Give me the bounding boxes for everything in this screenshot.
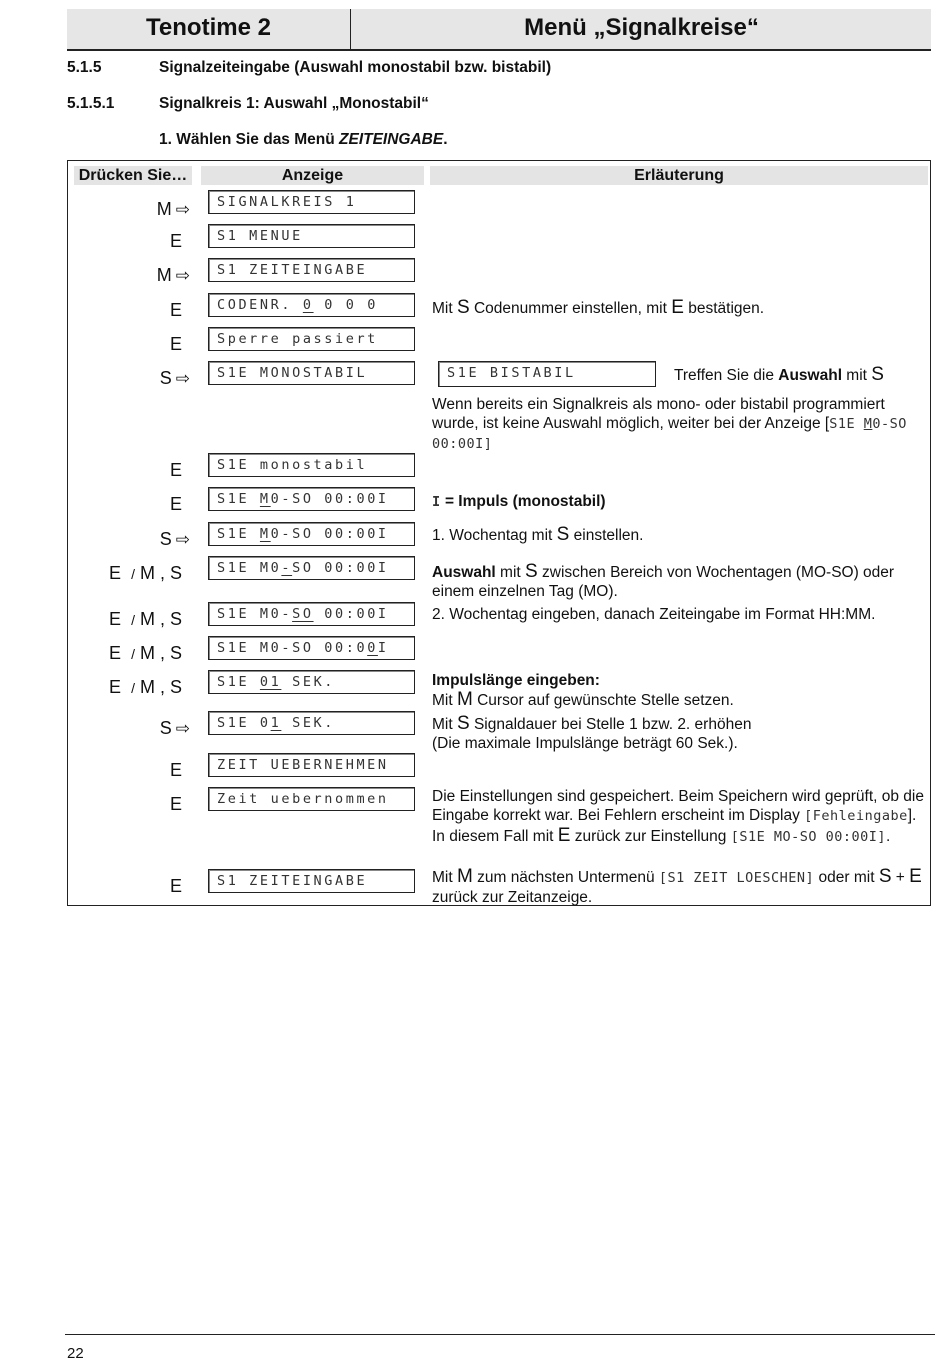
display-impulse-length: S1E 01 SEK. xyxy=(208,670,415,694)
key-step-14: S ⇨ xyxy=(159,718,190,738)
footer-rule xyxy=(65,1334,935,1335)
explanation-next-submenu: Mit M zum nächsten Untermenü [S1 ZEIT LOESCHEN] oder mit S + E zurück zur Zeitanzeige. xyxy=(432,866,922,906)
col-header-display: Anzeige xyxy=(201,166,424,185)
page-header xyxy=(67,9,931,51)
key-step-4: E xyxy=(169,300,182,320)
arrow-right-icon: ⇨ xyxy=(175,530,190,549)
key-step-13: E / M , S xyxy=(109,677,182,697)
display-codenr: CODENR. 0 0 0 0 xyxy=(208,293,415,317)
explanation-already-programmed: Wenn bereits ein Signalkreis als mono- oder bistabil programmiert wurde, ist keine Auswahl möglich, weiter bei der Anzeige [S1E M0-SO 00:00I] xyxy=(432,396,907,452)
key-step-11: E / M , S xyxy=(109,609,182,629)
key-step-1: M ⇨ xyxy=(156,199,190,219)
display-weekday-set: S1E M0-SO 00:00I xyxy=(208,522,415,546)
display-s1e-monostabil: S1E MONOSTABIL xyxy=(208,361,415,385)
explanation-impulse-length: Impulslänge eingeben: Mit M Cursor auf gewünschte Stelle setzen. xyxy=(432,672,734,710)
display-second-weekday: S1E M0-SO 00:00I xyxy=(208,602,415,626)
display-s1-zeiteingabe: S1 ZEITEINGABE xyxy=(208,258,415,282)
display-zeit-uebernommen: Zeit uebernommen xyxy=(208,787,415,811)
display-signalkreis-1: SIGNALKREIS 1 xyxy=(208,190,415,214)
display-range-select: S1E M0-SO 00:00I xyxy=(208,556,415,580)
explanation-weekday-2: 2. Wochentag eingeben, danach Zeiteingabe im Format HH:MM. xyxy=(432,606,876,623)
intro-step: 1. Wählen Sie das Menü ZEITEINGABE. xyxy=(159,131,448,148)
display-s1-menue: S1 MENUE xyxy=(208,224,415,248)
explanation-saved: Die Einstellungen sind gespeichert. Beim Speichern wird geprüft, ob die Eingabe korrekt war. Bei Fehlern erscheint im Display [Fehleingabe]. In diesem Fall mit E zurück zur Einstellung [S1E MO-SO 00:00I]. xyxy=(432,788,924,846)
key-step-17: E xyxy=(169,876,182,896)
display-sperre-passiert: Sperre passiert xyxy=(208,327,415,351)
display-s1e-bistabil: S1E BISTABIL xyxy=(438,361,656,387)
arrow-right-icon: ⇨ xyxy=(175,266,190,285)
col-header-explanation: Erläuterung xyxy=(430,166,928,185)
explanation-code: Mit S Codenummer einstellen, mit E bestätigen. xyxy=(432,297,765,318)
key-step-9: S ⇨ xyxy=(159,529,190,549)
display-s1-zeiteingabe-final: S1 ZEITEINGABE xyxy=(208,869,415,893)
explanation-choice: Treffen Sie die Auswahl mit S xyxy=(674,364,884,385)
col-header-press: Drücken Sie… xyxy=(74,166,192,185)
arrow-right-icon: ⇨ xyxy=(175,369,190,388)
key-step-10: E / M , S xyxy=(109,563,182,583)
intro-menu-name: ZEITEINGABE xyxy=(339,131,444,148)
key-step-3: M ⇨ xyxy=(156,265,190,285)
key-step-6: S ⇨ xyxy=(159,368,190,388)
section-title: Signalzeiteingabe (Auswahl monostabil bzw. bistabil) xyxy=(159,59,552,76)
display-impulse-increase: S1E 01 SEK. xyxy=(208,711,415,735)
key-step-8: E xyxy=(169,494,182,514)
explanation-signal-duration: Mit S Signaldauer bei Stelle 1 bzw. 2. erhöhen (Die maximale Impulslänge beträgt 60 Sek.). xyxy=(432,713,752,752)
display-time-entry: S1E M0-SO 00:00I xyxy=(208,636,415,660)
key-step-2: E xyxy=(169,231,182,251)
key-step-12: E / M , S xyxy=(109,643,182,663)
explanation-weekday-1: 1. Wochentag mit S einstellen. xyxy=(432,524,644,545)
key-step-5: E xyxy=(169,334,182,354)
explanation-impulse: I = Impuls (monostabil) xyxy=(432,493,606,510)
explanation-range: Auswahl mit S zwischen Bereich von Wochentagen (MO-SO) oder einem einzelnen Tag (MO). xyxy=(432,561,895,600)
display-weekday-cursor-m: S1E M0-SO 00:00I xyxy=(208,487,415,511)
subsection-title: Signalkreis 1: Auswahl „Monostabil“ xyxy=(159,95,429,112)
menu-title: Menü „Signalkreise“ xyxy=(524,14,759,41)
subsection-number: 5.1.5.1 xyxy=(67,95,115,112)
arrow-right-icon: ⇨ xyxy=(175,719,190,738)
arrow-right-icon: ⇨ xyxy=(175,200,190,219)
page-number: 22 xyxy=(67,1345,84,1362)
key-step-16: E xyxy=(169,794,182,814)
product-title: Tenotime 2 xyxy=(67,9,351,49)
display-s1e-monostabil-lower: S1E monostabil xyxy=(208,453,415,477)
key-step-7: E xyxy=(169,460,182,480)
display-zeit-uebernehmen: ZEIT UEBERNEHMEN xyxy=(208,753,415,777)
section-number: 5.1.5 xyxy=(67,59,102,76)
key-step-15: E xyxy=(169,760,182,780)
